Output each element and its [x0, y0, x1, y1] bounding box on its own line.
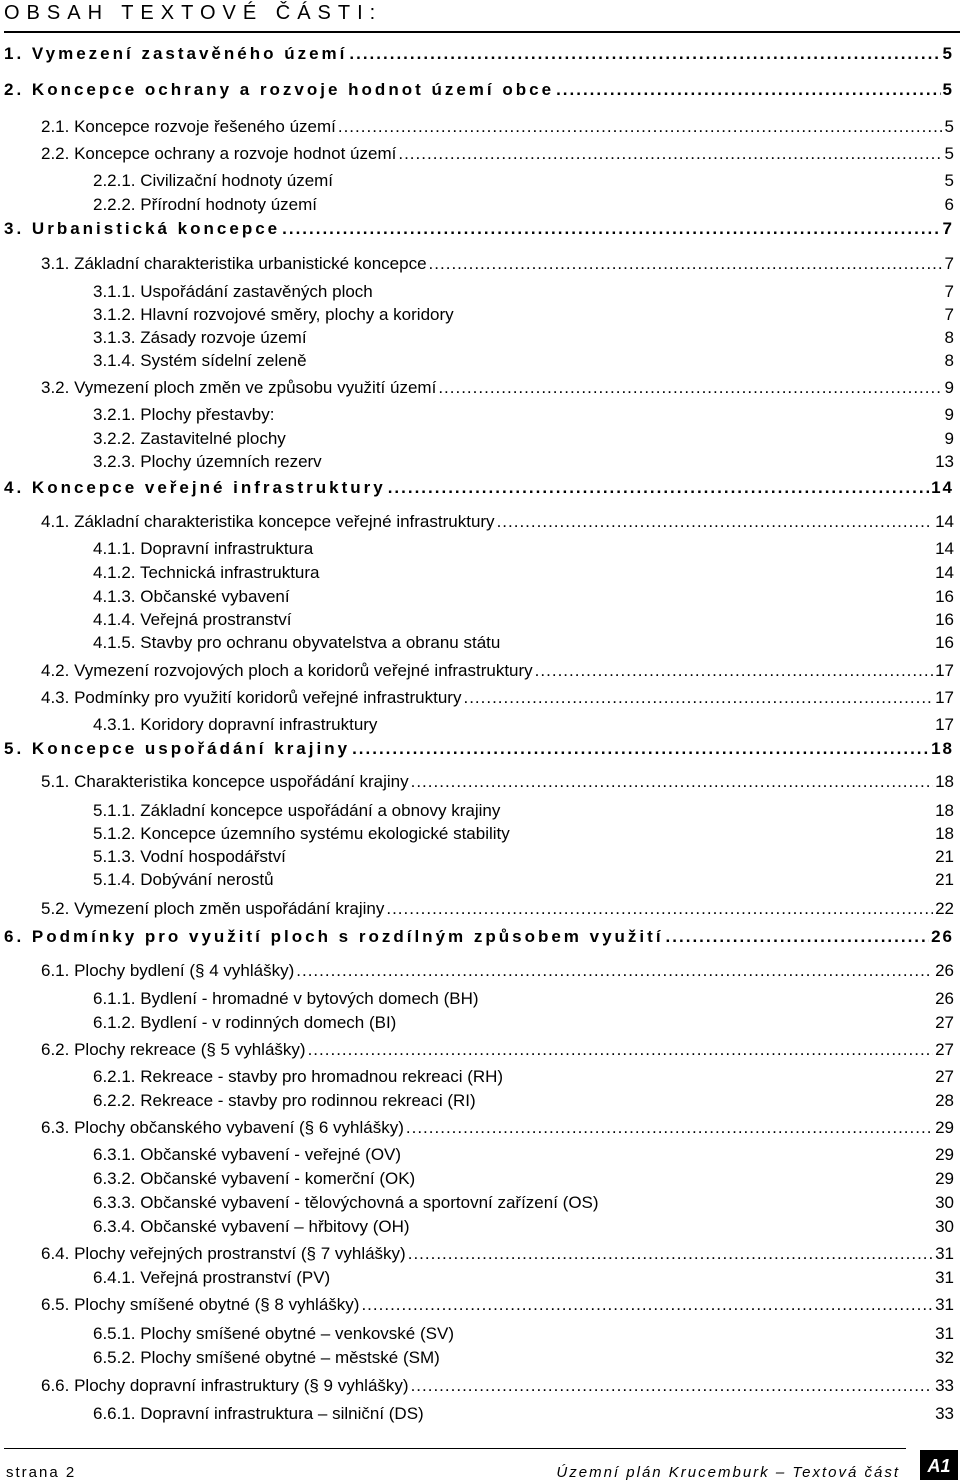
- toc-entry-number: 4.3.: [41, 688, 70, 707]
- toc-entry-page: 33: [935, 1404, 954, 1423]
- toc-entry-page: 14: [935, 539, 954, 558]
- toc-entry-title: [93, 538, 313, 560]
- toc-entry-title: [93, 1144, 401, 1166]
- toc-entry-page: 31: [935, 1295, 954, 1314]
- toc-entry-label: Základní koncepce uspořádání a obnovy krajiny: [140, 801, 501, 820]
- toc-entry: [93, 632, 954, 654]
- footer-divider: [4, 1448, 906, 1449]
- toc-entry-title: [93, 451, 322, 473]
- toc-entry-page: 29: [935, 1118, 954, 1137]
- toc-entry-number: 4.1.1.: [93, 539, 136, 558]
- toc-entry-title: [93, 304, 454, 326]
- toc-entry-number: 3.2.: [41, 378, 70, 397]
- toc-entry-page: 30: [935, 1217, 954, 1236]
- toc-entry-title: [93, 281, 373, 303]
- dot-leader: [352, 738, 929, 760]
- toc-entry-title: [41, 660, 533, 682]
- toc-entry-label: Plochy územních rezerv: [140, 452, 322, 471]
- dot-leader: [388, 477, 929, 499]
- toc-entry: [93, 350, 954, 372]
- toc-entry-page: 14: [931, 478, 954, 497]
- toc-heading: OBSAH TEXTOVÉ ČÁSTI:: [4, 2, 383, 24]
- toc-entry-page: 28: [935, 1091, 954, 1110]
- toc-entry-page: 18: [935, 824, 954, 843]
- toc-entry: [4, 738, 954, 760]
- toc-entry-page: 14: [935, 563, 954, 582]
- toc-entry-number: 3.: [4, 219, 25, 238]
- toc-entry-number: 5.1.1.: [93, 801, 136, 820]
- toc-entry-page: 14: [935, 512, 954, 531]
- toc-entry-page: 17: [935, 688, 954, 707]
- toc-entry-number: 4.1.4.: [93, 610, 136, 629]
- toc-entry-number: 1.: [4, 44, 25, 63]
- toc-entry-number: 6.6.: [41, 1376, 70, 1395]
- document-title: Územní plán Krucemburk – Textová část: [556, 1464, 900, 1481]
- toc-entry-page: 5: [942, 44, 954, 63]
- toc-entry-title: [4, 477, 386, 499]
- toc-entry-title: [93, 194, 317, 216]
- toc-entry-title: [93, 1323, 454, 1345]
- toc-entry-label: Občanské vybavení - veřejné (OV): [140, 1145, 402, 1164]
- toc-entry-title: [93, 404, 274, 426]
- page-number: strana 2: [6, 1464, 77, 1481]
- toc-entry-page: 31: [935, 1324, 954, 1343]
- toc-entry-title: [93, 1216, 410, 1238]
- toc-entry-label: Koncepce veřejné infrastruktury: [31, 478, 386, 497]
- toc-entry-number: 6.3.: [41, 1118, 70, 1137]
- toc-entry-label: Vymezení zastavěného území: [31, 44, 348, 63]
- toc-entry-title: [93, 428, 286, 450]
- dot-leader: [429, 253, 943, 275]
- toc-entry: [93, 538, 954, 560]
- toc-entry-title: [93, 1090, 476, 1112]
- toc-entry: [93, 1192, 954, 1214]
- toc-entry-number: 6.6.1.: [93, 1404, 136, 1423]
- toc-entry: [41, 1294, 954, 1316]
- toc-entry-number: 5.1.3.: [93, 847, 136, 866]
- toc-entry-title: [93, 327, 307, 349]
- toc-entry-page: 27: [935, 1067, 954, 1086]
- toc-entry: [41, 771, 954, 793]
- toc-entry: [41, 1243, 954, 1265]
- dot-leader: [411, 1375, 934, 1397]
- document-badge: A1: [920, 1450, 958, 1480]
- toc-entry-number: 3.1.: [41, 254, 70, 273]
- toc-entry-number: 5.2.: [41, 899, 70, 918]
- toc-entry-label: Uspořádání zastavěných ploch: [140, 282, 373, 301]
- toc-entry-title: [41, 377, 436, 399]
- toc-entry-page: 29: [935, 1145, 954, 1164]
- toc-entry: [4, 218, 954, 240]
- toc-entry-page: 21: [935, 870, 954, 889]
- dot-leader: [408, 1243, 933, 1265]
- toc-entry: [93, 304, 954, 326]
- toc-entry-label: Vymezení rozvojových ploch a koridorů veřejné infrastruktury: [74, 661, 533, 680]
- toc-entry-page: 31: [935, 1268, 954, 1287]
- toc-entry-title: [41, 511, 495, 533]
- toc-entry-page: 17: [935, 661, 954, 680]
- toc-entry-label: Podmínky pro využití koridorů veřejné infrastruktury: [74, 688, 462, 707]
- dot-leader: [308, 1039, 934, 1061]
- toc-entry-number: 3.2.2.: [93, 429, 136, 448]
- toc-entry: [93, 1403, 954, 1425]
- toc-entry: [93, 1012, 954, 1034]
- toc-entry-number: 3.1.3.: [93, 328, 136, 347]
- toc-entry-page: 18: [935, 801, 954, 820]
- toc-entry: [41, 1375, 954, 1397]
- toc-entry-number: 6.3.2.: [93, 1169, 136, 1188]
- toc-entry-page: 5: [944, 144, 954, 163]
- toc-entry-page: 8: [944, 351, 954, 370]
- toc-entry-number: 4.: [4, 478, 25, 497]
- toc-entry-page: 22: [935, 899, 954, 918]
- toc-entry-title: [41, 1117, 404, 1139]
- toc-entry-page: 7: [944, 305, 954, 324]
- toc-entry: [41, 660, 954, 682]
- toc-entry-title: [93, 1168, 415, 1190]
- toc-entry-title: [41, 1039, 306, 1061]
- toc-entry-title: [41, 116, 336, 138]
- toc-entry: [41, 960, 954, 982]
- toc-entry-number: 5.1.: [41, 772, 70, 791]
- toc-entry-page: 9: [944, 378, 954, 397]
- toc-entry-label: Bydlení - v rodinných domech (BI): [140, 1013, 397, 1032]
- toc-entry-title: [93, 1267, 330, 1289]
- toc-entry: [93, 823, 954, 845]
- dot-leader: [666, 926, 930, 948]
- dot-leader: [386, 898, 933, 920]
- toc-entry-page: 29: [935, 1169, 954, 1188]
- toc-entry-page: 26: [935, 989, 954, 1008]
- toc-entry-title: [4, 926, 664, 948]
- toc-entry-title: [93, 1403, 424, 1425]
- toc-entry-number: 2.2.2.: [93, 195, 136, 214]
- toc-entry-number: 6.2.: [41, 1040, 70, 1059]
- toc-entry: [41, 898, 954, 920]
- toc-entry-label: Bydlení - hromadné v bytových domech (BH): [140, 989, 479, 1008]
- toc-entry-page: 27: [935, 1013, 954, 1032]
- toc-entry-title: [4, 218, 280, 240]
- toc-entry: [93, 1267, 954, 1289]
- toc-entry-title: [4, 43, 347, 65]
- toc-entry-title: [93, 846, 286, 868]
- toc-entry: [41, 377, 954, 399]
- toc-entry-label: Koncepce územního systému ekologické stability: [140, 824, 510, 843]
- toc-entry-title: [41, 253, 427, 275]
- toc-entry: [93, 194, 954, 216]
- toc-entry-label: Občanské vybavení – hřbitovy (OH): [140, 1217, 410, 1236]
- toc-entry-label: Zásady rozvoje území: [140, 328, 307, 347]
- toc-entry-number: 3.1.4.: [93, 351, 136, 370]
- toc-entry-label: Plochy bydlení (§ 4 vyhlášky): [74, 961, 295, 980]
- toc-entry-number: 6.5.2.: [93, 1348, 136, 1367]
- toc-entry-number: 6.4.: [41, 1244, 70, 1263]
- toc-entry-page: 16: [935, 633, 954, 652]
- toc-entry-number: 6.1.: [41, 961, 70, 980]
- toc-entry-title: [41, 1243, 406, 1265]
- toc-entry-number: 3.2.1.: [93, 405, 136, 424]
- toc-entry-title: [93, 869, 274, 891]
- toc-entry: [93, 327, 954, 349]
- toc-entry-label: Základní charakteristika koncepce veřejné infrastruktury: [74, 512, 495, 531]
- toc-entry-label: Koncepce uspořádání krajiny: [31, 739, 351, 758]
- toc-entry-page: 9: [944, 429, 954, 448]
- toc-entry-page: 6: [944, 195, 954, 214]
- toc-entry-number: 4.3.1.: [93, 715, 136, 734]
- toc-entry: [4, 477, 954, 499]
- toc-entry-page: 7: [944, 254, 954, 273]
- toc-entry: [93, 1090, 954, 1112]
- toc-entry: [93, 869, 954, 891]
- toc-entry-title: [4, 79, 554, 101]
- toc-entry: [93, 714, 954, 736]
- toc-entry-label: Plochy smíšené obytné – venkovské (SV): [140, 1324, 454, 1343]
- toc-entry-label: Koridory dopravní infrastruktury: [140, 715, 378, 734]
- toc-entry: [4, 43, 954, 65]
- toc-entry-number: 6.1.2.: [93, 1013, 136, 1032]
- toc-entry-number: 6.5.1.: [93, 1324, 136, 1343]
- toc-entry-page: 7: [942, 219, 954, 238]
- toc-entry-page: 5: [942, 80, 954, 99]
- toc-entry-title: [93, 586, 290, 608]
- toc-entry-page: 17: [935, 715, 954, 734]
- toc-entry-number: 2.2.: [41, 144, 70, 163]
- toc-entry: [93, 1168, 954, 1190]
- toc-entry-label: Civilizační hodnoty území: [140, 171, 334, 190]
- toc-entry-title: [41, 1375, 409, 1397]
- toc-entry-page: 32: [935, 1348, 954, 1367]
- toc-entry-number: 2.: [4, 80, 25, 99]
- toc-entry-page: 9: [944, 405, 954, 424]
- toc-entry-label: Koncepce ochrany a rozvoje hodnot území: [74, 144, 397, 163]
- toc-entry-number: 6.3.1.: [93, 1145, 136, 1164]
- toc-entry-label: Hlavní rozvojové směry, plochy a koridory: [140, 305, 454, 324]
- dot-leader: [411, 771, 933, 793]
- toc-entry-page: 18: [931, 739, 954, 758]
- toc-entry-label: Dopravní infrastruktura: [140, 539, 314, 558]
- dot-leader: [349, 43, 940, 65]
- toc-entry-number: 6.2.2.: [93, 1091, 136, 1110]
- toc-entry-label: Plochy rekreace (§ 5 vyhlášky): [74, 1040, 306, 1059]
- toc-entry-label: Plochy dopravní infrastruktury (§ 9 vyhlášky): [74, 1376, 409, 1395]
- dot-leader: [406, 1117, 933, 1139]
- toc-entry-number: 3.1.2.: [93, 305, 136, 324]
- toc-entry-title: [93, 609, 291, 631]
- toc-entry: [41, 1117, 954, 1139]
- toc-entry-page: 27: [935, 1040, 954, 1059]
- toc-entry-label: Občanské vybavení - tělovýchovná a sportovní zařízení (OS): [140, 1193, 599, 1212]
- dot-leader: [361, 1294, 933, 1316]
- toc-entry-label: Přírodní hodnoty území: [140, 195, 317, 214]
- toc-entry: [93, 1066, 954, 1088]
- toc-entry: [93, 1347, 954, 1369]
- toc-entry-number: 4.1.: [41, 512, 70, 531]
- toc-entry-number: 5.1.2.: [93, 824, 136, 843]
- toc-entry: [41, 1039, 954, 1061]
- toc-entry-number: 2.2.1.: [93, 171, 136, 190]
- toc-entry-title: [41, 771, 409, 793]
- toc-entry-number: 6.5.: [41, 1295, 70, 1314]
- toc-entry: [93, 451, 954, 473]
- toc-entry-title: [4, 738, 350, 760]
- toc-entry-number: 6.2.1.: [93, 1067, 136, 1086]
- toc-entry: [93, 428, 954, 450]
- toc-entry-title: [93, 714, 377, 736]
- toc-entry-title: [93, 562, 320, 584]
- toc-entry-page: 16: [935, 610, 954, 629]
- toc-entry: [93, 846, 954, 868]
- heading-divider: [4, 31, 960, 33]
- toc-entry-label: Plochy veřejných prostranství (§ 7 vyhlášky): [74, 1244, 406, 1263]
- toc-entry-page: 8: [944, 328, 954, 347]
- toc-entry: [93, 281, 954, 303]
- toc-entry-number: 6.3.3.: [93, 1193, 136, 1212]
- toc-entry-page: 7: [944, 282, 954, 301]
- toc-entry: [93, 562, 954, 584]
- toc-entry-page: 26: [935, 961, 954, 980]
- toc-entry-title: [41, 143, 396, 165]
- toc-entry-label: Veřejná prostranství (PV): [140, 1268, 331, 1287]
- toc-entry-number: 4.1.3.: [93, 587, 136, 606]
- toc-entry: [93, 609, 954, 631]
- toc-entry: [4, 926, 954, 948]
- toc-entry-title: [93, 988, 479, 1010]
- toc-entry-label: Veřejná prostranství: [140, 610, 292, 629]
- toc-entry-page: 5: [944, 117, 954, 136]
- toc-entry-number: 3.2.3.: [93, 452, 136, 471]
- toc-entry: [93, 1144, 954, 1166]
- toc-entry-label: Vymezení ploch změn ve způsobu využití území: [74, 378, 437, 397]
- toc-entry-label: Plochy přestavby:: [140, 405, 275, 424]
- toc-entry-label: Charakteristika koncepce uspořádání krajiny: [74, 772, 409, 791]
- toc-entry-title: [41, 960, 294, 982]
- toc-entry: [41, 687, 954, 709]
- toc-entry: [41, 116, 954, 138]
- toc-entry-label: Plochy občanského vybavení (§ 6 vyhlášky): [74, 1118, 404, 1137]
- toc-entry: [41, 143, 954, 165]
- toc-entry-page: 16: [935, 587, 954, 606]
- toc-entry-page: 33: [935, 1376, 954, 1395]
- toc-entry-number: 3.1.1.: [93, 282, 136, 301]
- toc-entry-title: [93, 350, 307, 372]
- toc-entry-number: 5.1.4.: [93, 870, 136, 889]
- toc-entry-title: [93, 1347, 440, 1369]
- toc-entry-title: [93, 632, 500, 654]
- toc-entry-label: Urbanistická koncepce: [31, 219, 281, 238]
- toc-entry: [93, 1323, 954, 1345]
- toc-entry-label: Plochy smíšené obytné (§ 8 vyhlášky): [74, 1295, 360, 1314]
- toc-entry-number: 2.1.: [41, 117, 70, 136]
- toc-entry-label: Vodní hospodářství: [140, 847, 286, 866]
- toc-entry-label: Rekreace - stavby pro rodinnou rekreaci (RI): [140, 1091, 476, 1110]
- toc-entry-title: [41, 1294, 359, 1316]
- toc-entry-number: 6.4.1.: [93, 1268, 136, 1287]
- toc-entry-title: [93, 1192, 599, 1214]
- toc-entry-title: [93, 823, 510, 845]
- toc-entry-label: Základní charakteristika urbanistické koncepce: [74, 254, 427, 273]
- toc-entry-number: 6.: [4, 927, 25, 946]
- toc-entry-number: 4.2.: [41, 661, 70, 680]
- dot-leader: [398, 143, 942, 165]
- toc-entry-number: 6.3.4.: [93, 1217, 136, 1236]
- toc-entry-number: 5.: [4, 739, 25, 758]
- toc-entry-page: 31: [935, 1244, 954, 1263]
- toc-entry-number: 4.1.5.: [93, 633, 136, 652]
- toc-entry-label: Stavby pro ochranu obyvatelstva a obranu státu: [140, 633, 501, 652]
- toc-entry: [41, 253, 954, 275]
- toc-entry-label: Dobývání nerostů: [140, 870, 274, 889]
- toc-entry-title: [93, 1066, 503, 1088]
- toc-entry: [93, 800, 954, 822]
- toc-entry-title: [41, 687, 461, 709]
- dot-leader: [556, 79, 940, 101]
- toc-entry-label: Vymezení ploch změn uspořádání krajiny: [74, 899, 385, 918]
- toc-entry-label: Zastavitelné plochy: [140, 429, 286, 448]
- toc-entry-label: Koncepce ochrany a rozvoje hodnot území obce: [31, 80, 555, 99]
- dot-leader: [535, 660, 933, 682]
- toc-entry-title: [41, 898, 384, 920]
- toc-entry-label: Dopravní infrastruktura – silniční (DS): [140, 1404, 424, 1423]
- dot-leader: [296, 960, 933, 982]
- toc-entry-page: 21: [935, 847, 954, 866]
- dot-leader: [438, 377, 942, 399]
- toc-entry: [41, 511, 954, 533]
- toc-entry-number: 4.1.2.: [93, 563, 136, 582]
- dot-leader: [282, 218, 940, 240]
- toc-entry-label: Technická infrastruktura: [139, 563, 320, 582]
- dot-leader: [463, 687, 933, 709]
- toc-entry-label: Podmínky pro využití ploch s rozdílným způsobem využití: [31, 927, 664, 946]
- toc-entry-label: Plochy smíšené obytné – městské (SM): [140, 1348, 440, 1367]
- toc-entry-label: Občanské vybavení - komerční (OK): [140, 1169, 416, 1188]
- toc-entry-label: Rekreace - stavby pro hromadnou rekreaci (RH): [140, 1067, 504, 1086]
- toc-entry-page: 5: [944, 171, 954, 190]
- toc-entry-page: 13: [935, 452, 954, 471]
- toc-entry: [93, 1216, 954, 1238]
- toc-entry: [93, 404, 954, 426]
- toc-entry-label: Systém sídelní zeleně: [140, 351, 307, 370]
- toc-entry-label: Koncepce rozvoje řešeného území: [74, 117, 336, 136]
- toc-entry-title: [93, 1012, 396, 1034]
- toc-entry-page: 30: [935, 1193, 954, 1212]
- toc-entry-title: [93, 170, 333, 192]
- dot-leader: [497, 511, 934, 533]
- toc-entry-page: 18: [935, 772, 954, 791]
- toc-entry-number: 6.1.1.: [93, 989, 136, 1008]
- dot-leader: [338, 116, 943, 138]
- toc-entry-title: [93, 800, 500, 822]
- toc-entry-page: 26: [931, 927, 954, 946]
- toc-entry: [93, 170, 954, 192]
- toc-entry: [93, 988, 954, 1010]
- toc-entry: [4, 79, 954, 101]
- toc-entry: [93, 586, 954, 608]
- toc-entry-label: Občanské vybavení: [140, 587, 290, 606]
